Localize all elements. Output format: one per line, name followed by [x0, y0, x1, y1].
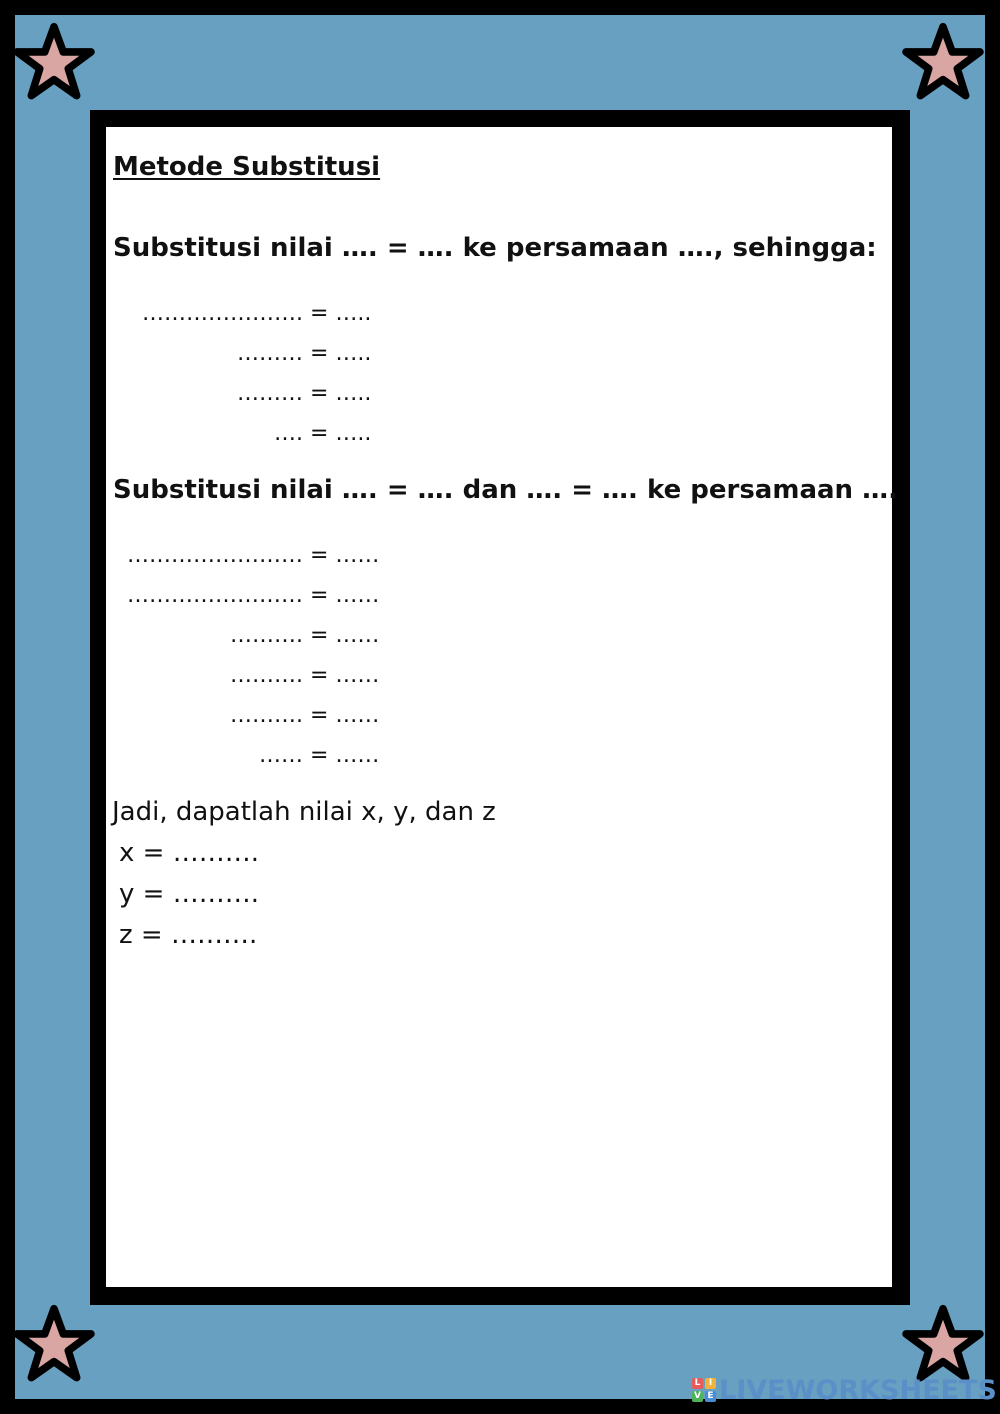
- logo-letter: I: [705, 1378, 716, 1389]
- blank-lhs: ………: [237, 381, 310, 406]
- section2-line[interactable]: [106, 723, 379, 767]
- section2-line[interactable]: [106, 643, 379, 687]
- blank-rhs: = ……: [310, 743, 380, 768]
- blank-rhs: = …..: [310, 341, 372, 366]
- section2-line[interactable]: [106, 683, 379, 727]
- blank-lhs: ……: [259, 743, 310, 768]
- blank-lhs: ……………………: [127, 543, 310, 568]
- section2-line[interactable]: [106, 523, 379, 567]
- conclusion-text: Jadi, dapatlah nilai x, y, dan z: [112, 797, 496, 827]
- star-icon: [901, 20, 985, 104]
- blank-lhs: ……….: [230, 623, 310, 648]
- blank-lhs: ……….: [230, 703, 310, 728]
- blank-rhs: = …..: [310, 421, 372, 446]
- section2-line[interactable]: [106, 603, 379, 647]
- blank-rhs: = …..: [310, 381, 372, 406]
- liveworksheets-logo-icon: [692, 1378, 716, 1402]
- blank-rhs: = …..: [310, 301, 372, 326]
- section2-heading: Substitusi nilai …. = …. dan …. = …. ke persamaan ….: [113, 475, 898, 505]
- section2-line[interactable]: [106, 563, 379, 607]
- worksheet-title: Metode Substitusi: [113, 152, 381, 182]
- section1-line[interactable]: [106, 361, 371, 405]
- section1-line[interactable]: [106, 281, 371, 325]
- logo-letter: V: [692, 1391, 703, 1402]
- blank-rhs: = ……: [310, 623, 380, 648]
- section1-line[interactable]: [106, 321, 371, 365]
- star-icon: [12, 20, 96, 104]
- answer-z[interactable]: z = ……….: [119, 920, 258, 950]
- blank-rhs: = ……: [310, 703, 380, 728]
- answer-x[interactable]: x = ……….: [119, 838, 259, 868]
- blank-lhs: ……….: [230, 663, 310, 688]
- watermark-text: LIVEWORKSHEETS: [719, 1374, 997, 1406]
- star-icon: [12, 1302, 96, 1386]
- blank-lhs: ………………….: [142, 301, 310, 326]
- blank-lhs: ………: [237, 341, 310, 366]
- answer-y[interactable]: y = ……….: [119, 879, 259, 909]
- section1-line[interactable]: [106, 401, 371, 445]
- section1-heading: Substitusi nilai …. = …. ke persamaan …., sehingga:: [113, 233, 877, 263]
- liveworksheets-watermark: [692, 1374, 997, 1406]
- blank-lhs: ……………………: [127, 583, 310, 608]
- blank-lhs: ….: [274, 421, 310, 446]
- logo-letter: E: [705, 1391, 716, 1402]
- blank-rhs: = ……: [310, 583, 380, 608]
- blank-rhs: = ……: [310, 543, 380, 568]
- logo-letter: L: [692, 1378, 703, 1389]
- blank-rhs: = ……: [310, 663, 380, 688]
